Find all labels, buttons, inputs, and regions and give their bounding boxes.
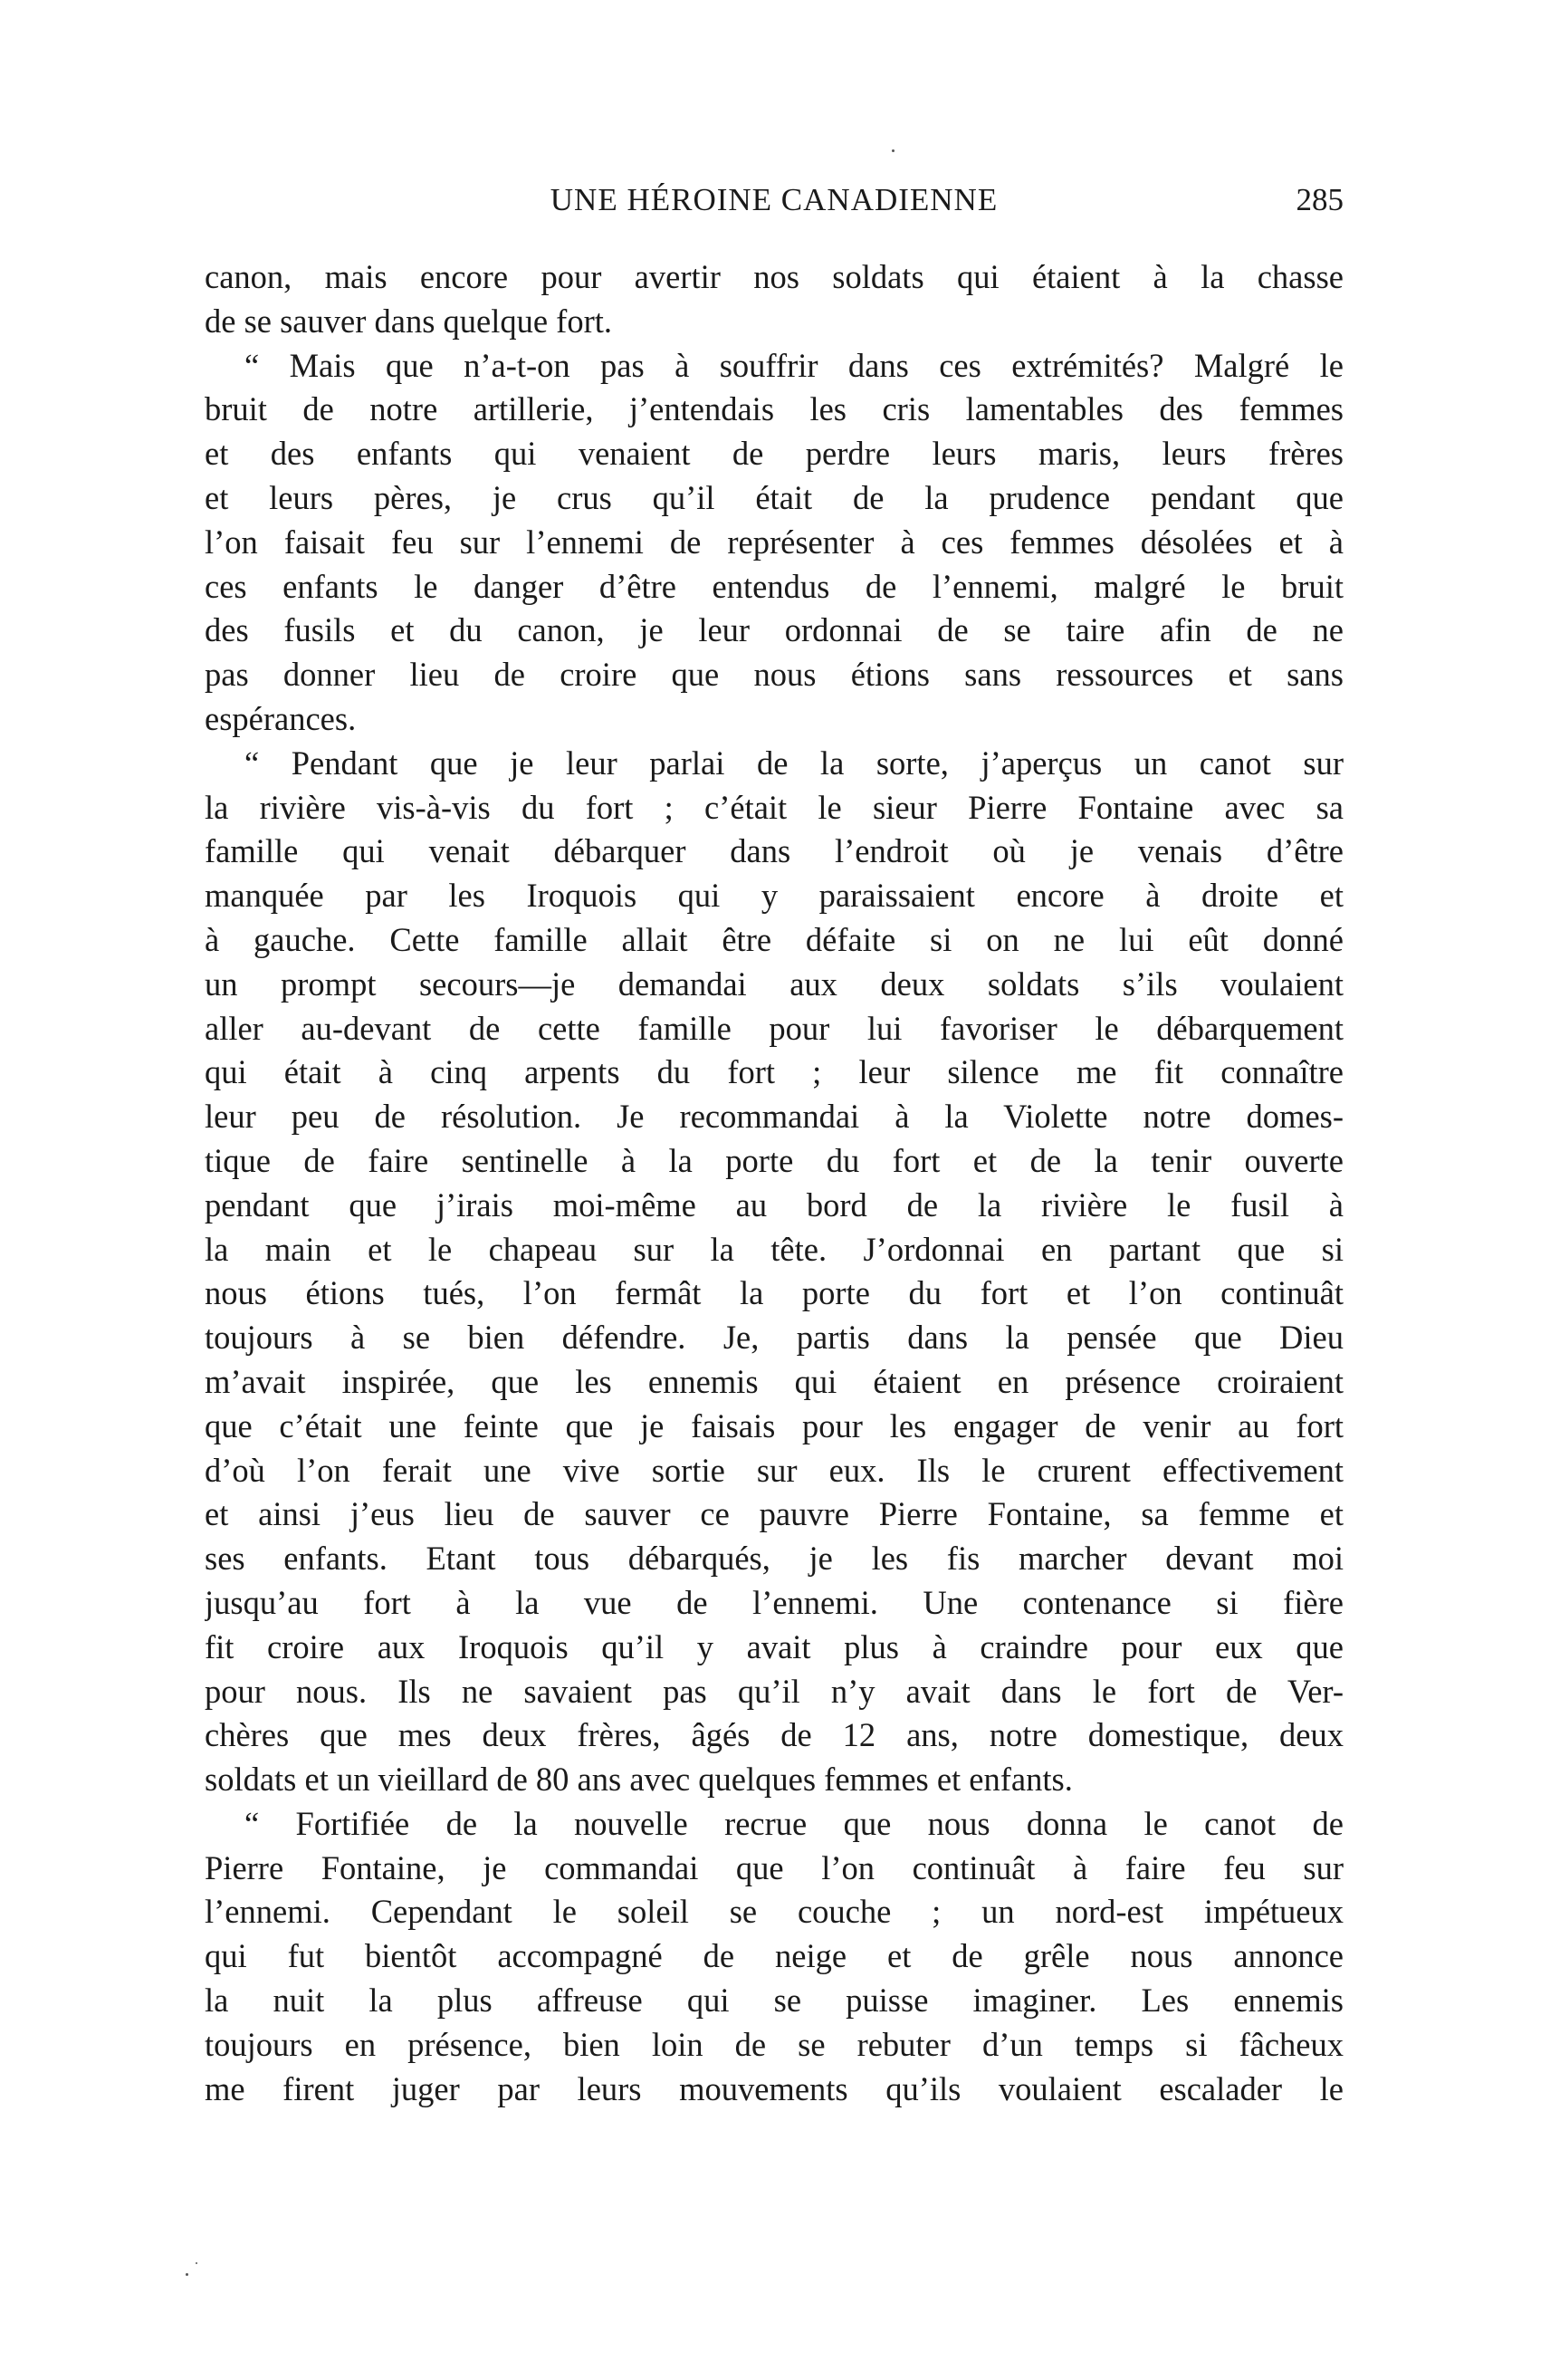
text-line: pendant que j’irais moi-même au bord de la rivière le fusil à xyxy=(205,1185,1344,1224)
running-head xyxy=(205,177,1344,224)
scan-speck xyxy=(186,2273,188,2276)
text-line: à gauche. Cette famille allait être défaite si on ne lui eût donné xyxy=(205,920,1344,958)
text-line: l’on faisait feu sur l’ennemi de représenter à ces femmes désolées et à xyxy=(205,523,1344,561)
text-line: leur peu de résolution. Je recommandai à la Violette notre domes- xyxy=(205,1098,1344,1136)
text-line: soldats et un vieillard de 80 ans avec quelques femmes et enfants. xyxy=(205,1761,1073,1799)
text-line: d’où l’on ferait une vive sortie sur eux. Ils le crurent effectivement xyxy=(205,1451,1344,1489)
running-title: UNE HÉROINE CANADIENNE xyxy=(550,182,999,217)
scan-speck xyxy=(892,149,895,152)
text-line: et des enfants qui venaient de perdre leurs maris, leurs frères xyxy=(205,435,1344,473)
text-line: espérances. xyxy=(205,699,357,737)
text-line: canon, mais encore pour avertir nos soldats qui étaient à la chasse xyxy=(205,258,1344,295)
text-line: jusqu’au fort à la vue de l’ennemi. Une contenance si fière xyxy=(205,1583,1344,1621)
body-text xyxy=(205,255,1344,2111)
text-line: la rivière vis-à-vis du fort ; c’était le sieur Pierre Fontaine avec sa xyxy=(205,788,1344,826)
text-line: Pierre Fontaine, je commandai que l’on continuât à faire feu sur xyxy=(205,1848,1344,1886)
text-line: “ Fortifiée de la nouvelle recrue que nous donna le canot de xyxy=(244,1804,1344,1842)
text-line: tique de faire sentinelle à la porte du fort et de la tenir ouverte xyxy=(205,1141,1344,1179)
text-line: de se sauver dans quelque fort. xyxy=(205,302,613,340)
text-line: pas donner lieu de croire que nous étions sans ressources et sans xyxy=(205,656,1344,694)
text-line: chères que mes deux frères, âgés de 12 ans, notre domestique, deux xyxy=(205,1716,1344,1754)
scan-speck xyxy=(196,2262,197,2264)
text-line: et leurs pères, je crus qu’il était de la prudence pendant que xyxy=(205,478,1344,516)
text-line: famille qui venait débarquer dans l’endroit où je venais d’être xyxy=(205,832,1344,870)
text-line: fit croire aux Iroquois qu’il y avait plus à craindre pour eux que xyxy=(205,1627,1344,1665)
text-line: toujours à se bien défendre. Je, partis dans la pensée que Dieu xyxy=(205,1319,1344,1357)
text-line: nous étions tués, l’on fermât la porte du fort et l’on continuât xyxy=(205,1274,1344,1312)
text-line: m’avait inspirée, que les ennemis qui étaient en présence croiraient xyxy=(205,1362,1344,1400)
text-line: “ Mais que n’a-t-on pas à souffrir dans ces extrémités? Malgré le xyxy=(244,346,1344,384)
text-line: et ainsi j’eus lieu de sauver ce pauvre Pierre Fontaine, sa femme et xyxy=(205,1495,1344,1533)
text-line: qui fut bientôt accompagné de neige et de grêle nous annonce xyxy=(205,1937,1344,1975)
text-line: l’ennemi. Cependant le soleil se couche ; un nord-est impétueux xyxy=(205,1893,1344,1931)
text-line: la nuit la plus affreuse qui se puisse imaginer. Les ennemis xyxy=(205,1982,1344,2020)
text-line: me firent juger par leurs mouvements qu’ils voulaient escalader le xyxy=(205,2069,1344,2107)
text-line: qui était à cinq arpents du fort ; leur silence me fit connaître xyxy=(205,1053,1344,1091)
text-line: ces enfants le danger d’être entendus de l’ennemi, malgré le bruit xyxy=(205,567,1344,605)
text-line: “ Pendant que je leur parlai de la sorte, j’aperçus un canot sur xyxy=(244,744,1344,782)
page-number: 285 xyxy=(1296,182,1344,217)
text-line: bruit de notre artillerie, j’entendais les cris lamentables des femmes xyxy=(205,390,1344,428)
text-line: un prompt secours—je demandai aux deux soldats s’ils voulaient xyxy=(205,964,1344,1003)
text-line: aller au-devant de cette famille pour lui favoriser le débarquement xyxy=(205,1009,1344,1047)
text-line: que c’était une feinte que je faisais pour les engager de venir au fort xyxy=(205,1406,1344,1444)
text-line: manquée par les Iroquois qui y paraissaient encore à droite et xyxy=(205,877,1344,915)
text-line: ses enfants. Etant tous débarqués, je les fis marcher devant moi xyxy=(205,1540,1344,1578)
text-line: des fusils et du canon, je leur ordonnai de se taire afin de ne xyxy=(205,611,1344,649)
text-line: toujours en présence, bien loin de se rebuter d’un temps si fâcheux xyxy=(205,2025,1344,2063)
text-line: pour nous. Ils ne savaient pas qu’il n’y avait dans le fort de Ver- xyxy=(205,1672,1344,1710)
text-line: la main et le chapeau sur la tête. J’ordonnai en partant que si xyxy=(205,1230,1344,1268)
